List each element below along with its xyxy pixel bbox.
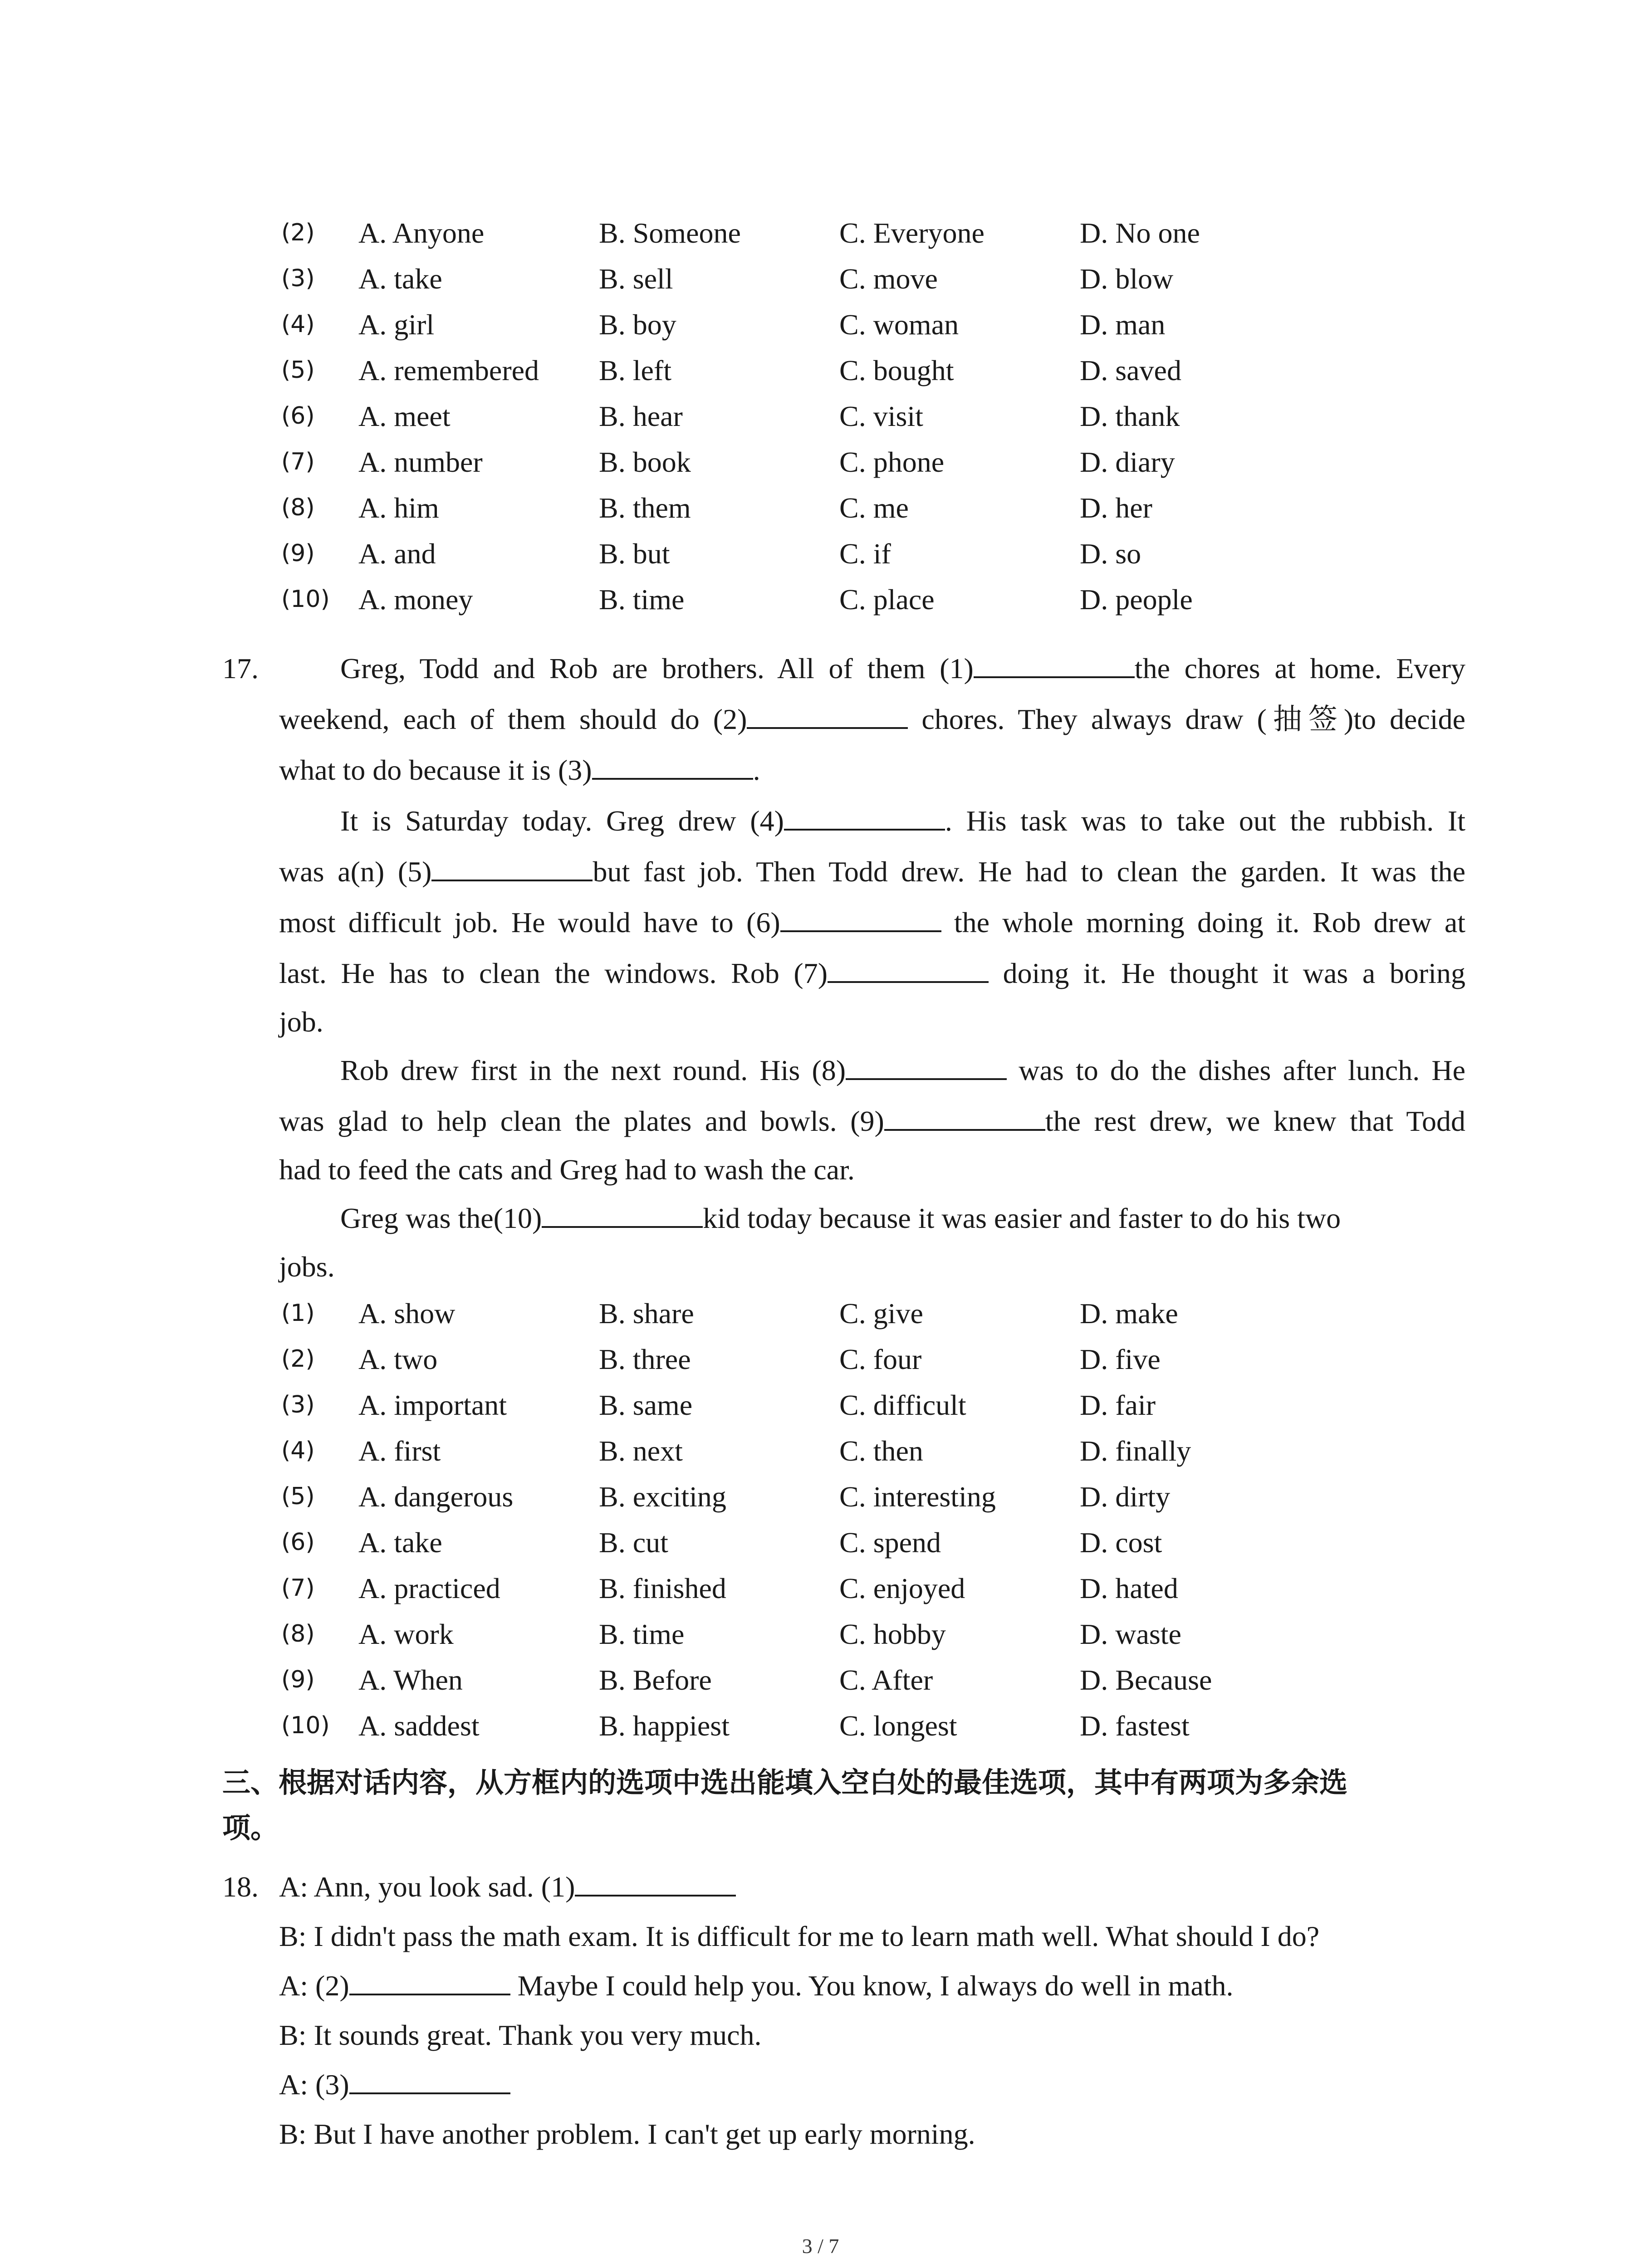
option-d: D. so [1080,538,1141,570]
option-row [281,485,1320,531]
option-a: A. take [358,263,442,295]
answer-blank [828,949,989,983]
answer-blank [747,695,908,729]
option-number: (6) [281,402,315,430]
dialogue-line: A: (2) Maybe I could help you. You know, I always do well in math. [222,1961,1465,2010]
option-number: (7) [281,448,315,475]
option-d: D. saved [1080,354,1181,386]
option-row [281,1565,1320,1611]
option-d: D. thank [1080,400,1180,432]
dialogue-line: B: I didn't pass the math exam. It is difficult for me to learn math well. What should I do? [279,1920,1320,1952]
option-row [281,1657,1320,1703]
option-row [281,439,1320,485]
option-d: D. dirty [1080,1481,1171,1513]
option-b: B. Someone [599,217,741,249]
option-number: (8) [281,494,315,521]
q17-line: last. He has to clean the windows. Rob (7) doing it. He thought it was a boring [222,948,1465,999]
option-a: A. work [358,1618,454,1650]
option-c: C. After [839,1664,933,1696]
option-c: C. spend [839,1526,941,1559]
q17-line: Greg was the(10) kid today because it was easier and faster to do his two [222,1193,1465,1244]
option-b: B. same [599,1389,693,1421]
answer-blank [974,645,1135,678]
option-number: (5) [281,1483,315,1510]
option-number: (8) [281,1620,315,1647]
dialogue-line: A: (3) [222,2060,1465,2109]
option-number: (9) [281,1666,315,1693]
answer-blank [349,2061,510,2094]
option-b: B. happiest [599,1710,730,1742]
option-a: A. and [358,538,436,570]
option-c: C. enjoyed [839,1572,965,1604]
option-a: A. first [358,1435,441,1467]
q17-line: had to feed the cats and Greg had to wash the car. [279,1154,855,1186]
option-d: D. finally [1080,1435,1191,1467]
option-a: A. meet [358,400,451,432]
option-row [281,302,1320,347]
option-row [281,1336,1320,1382]
answer-blank [542,1194,703,1228]
option-b: B. sell [599,263,673,295]
option-b: B. but [599,538,670,570]
q17-line: 17. Greg, Todd and Rob are brothers. All of them (1) the chores at home. Every [222,643,1465,694]
option-row [281,393,1320,439]
q18-number: 18. [222,1871,259,1903]
option-b: B. finished [599,1572,726,1604]
option-b: B. left [599,354,671,386]
option-c: C. four [839,1343,922,1375]
option-a: A. important [358,1389,507,1421]
dialogue-line: 18. A: Ann, you look sad. (1) [222,1862,1465,1911]
option-row [281,531,1320,577]
option-c: C. me [839,492,909,524]
option-b: B. time [599,1618,685,1650]
answer-blank [575,1863,736,1897]
option-number: (4) [281,1437,315,1464]
q17-line: jobs. [279,1251,335,1283]
option-d: D. No one [1080,217,1200,249]
option-a: A. girl [358,308,435,341]
option-d: D. diary [1080,446,1175,478]
option-a: A. dangerous [358,1481,514,1513]
option-b: B. time [599,583,685,616]
option-b: B. book [599,446,691,478]
q17-line: weekend, each of them should do (2) chores. They always draw (抽签)to decide [222,694,1465,745]
option-b: B. cut [599,1526,668,1559]
option-row [281,1474,1320,1520]
q17-line: was a(n) (5) but fast job. Then Todd drew. He had to clean the garden. It was the [222,846,1465,897]
option-c: C. place [839,583,935,616]
option-number: (10) [281,1712,330,1739]
option-d: D. blow [1080,263,1174,295]
option-number: (5) [281,357,315,384]
option-c: C. interesting [839,1481,996,1513]
option-d: D. make [1080,1297,1178,1330]
option-a: A. remembered [358,354,539,386]
option-c: C. hobby [839,1618,946,1650]
option-d: D. fastest [1080,1710,1190,1742]
answer-blank [884,1097,1045,1131]
q17-line: It is Saturday today. Greg drew (4) . His task was to take out the rubbish. It [222,796,1465,846]
option-b: B. them [599,492,691,524]
section-heading: 三、根据对话内容，从方框内的选项中选出能填入空白处的最佳选项，其中有两项为多余选 项。 [222,1766,1348,1844]
option-number: (2) [281,219,315,246]
option-row [281,347,1320,393]
option-row [281,256,1320,302]
option-row [281,1428,1320,1474]
dialogue-line: B: But I have another problem. I can't get up early morning. [279,2118,975,2150]
dialogue-line: B: It sounds great. Thank you very much. [279,2019,762,2051]
option-c: C. phone [839,446,945,478]
q17-passage [222,643,1465,1290]
option-row [281,1611,1320,1657]
option-c: C. bought [839,354,954,386]
option-number: (10) [281,586,330,613]
option-row [281,210,1320,256]
page-number: 3 / 7 [802,2234,839,2258]
option-a: A. Anyone [358,217,485,249]
q17-line: what to do because it is (3) . [222,745,1465,796]
option-c: C. difficult [839,1389,966,1421]
option-a: A. money [358,583,473,616]
option-number: (9) [281,540,315,567]
option-a: A. practiced [358,1572,500,1604]
option-row [281,1703,1320,1749]
answer-blank [431,848,593,881]
option-b: B. share [599,1297,694,1330]
option-a: A. show [358,1297,456,1330]
option-d: D. Because [1080,1664,1212,1696]
q17-options-table [281,1290,1320,1749]
option-c: C. move [839,263,938,295]
option-b: B. exciting [599,1481,726,1513]
q17-line: Rob drew first in the next round. His (8) was to do the dishes after lunch. He [222,1045,1465,1096]
option-b: B. three [599,1343,691,1375]
option-a: A. two [358,1343,438,1375]
option-d: D. five [1080,1343,1161,1375]
option-a: A. When [358,1664,463,1696]
option-d: D. man [1080,308,1166,341]
option-b: B. hear [599,400,683,432]
option-d: D. waste [1080,1618,1181,1650]
option-number: (3) [281,265,315,292]
option-d: D. fair [1080,1389,1156,1421]
q18-dialogue [222,1862,1465,2159]
q17-number: 17. [222,652,259,684]
option-c: C. give [839,1297,923,1330]
q16-options-table [281,210,1320,622]
option-number: (1) [281,1300,315,1327]
option-c: C. then [839,1435,923,1467]
option-row [281,1520,1320,1565]
q17-line: job. [279,1006,323,1038]
answer-blank [349,1962,510,1995]
answer-blank [592,746,753,780]
option-c: C. longest [839,1710,957,1742]
option-a: A. him [358,492,439,524]
option-d: D. her [1080,492,1152,524]
option-number: (2) [281,1345,315,1373]
option-d: D. people [1080,583,1193,616]
q17-line: was glad to help clean the plates and bowls. (9) the rest drew, we knew that Todd [222,1096,1465,1147]
option-a: A. number [358,446,483,478]
option-a: A. saddest [358,1710,480,1742]
option-c: C. if [839,538,891,570]
option-number: (7) [281,1574,315,1602]
option-b: B. next [599,1435,683,1467]
option-c: C. Everyone [839,217,985,249]
answer-blank [846,1046,1007,1080]
option-number: (6) [281,1529,315,1556]
option-c: C. visit [839,400,923,432]
option-a: A. take [358,1526,442,1559]
option-d: D. hated [1080,1572,1178,1604]
option-b: B. Before [599,1664,712,1696]
option-row [281,1382,1320,1428]
option-row [281,577,1320,622]
option-b: B. boy [599,308,676,341]
option-number: (3) [281,1391,315,1418]
option-number: (4) [281,311,315,338]
q17-line: most difficult job. He would have to (6) the whole morning doing it. Rob drew at [222,897,1465,948]
answer-blank [784,797,945,831]
option-d: D. cost [1080,1526,1162,1559]
answer-blank [780,899,941,932]
option-c: C. woman [839,308,959,341]
option-row [281,1290,1320,1336]
